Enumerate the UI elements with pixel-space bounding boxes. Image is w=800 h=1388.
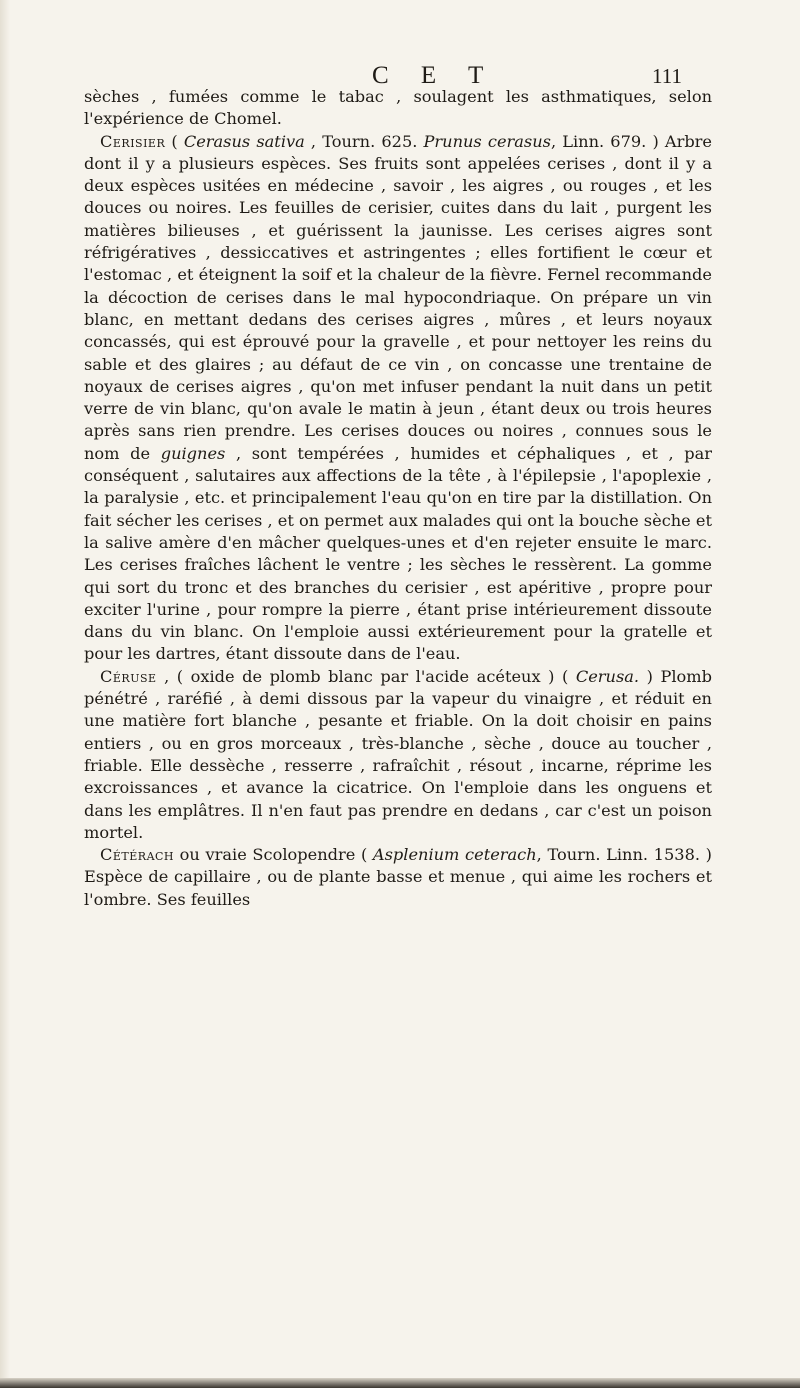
- text-run: , Linn. 679. ) Arbre dont il y a plusieurs espèces. Ses fruits sont appelées cerises , dont il y a deux espèces usitées en médecine , savoir , les aigres , ou rouges , et les douces ou noires. Les feuilles de cerisier, cuites dans du lait , purgent les matières bilieuses , et guérissent la jaunisse. Les cerises aigres sont réfrigératives , dessiccatives et astringentes ; elles fortifient le cœur et l'estomac , et éteignent la soif et la chaleur de la fièvre. Fernel recommande la décoction de cerises dans le mal hypocondriaque. On prépare un vin blanc, en mettant dedans des cerises aigres , mûres , et leurs noyaux concassés, qui est éprouvé pour la gravelle , et pour nettoyer les reins du sable et des glaires ; au défaut de ce vin , on concasse une trentaine de noyaux de cerises aigres , qu'on met infuser pendant la nuit dans un petit verre de vin blanc, qu'on avale le matin à jeun , étant deux ou trois heures après sans rien prendre. Les cerises douces ou noires , connues sous le nom de: [84, 131, 713, 463]
- italic-term: Asplenium ceterach: [372, 845, 537, 865]
- page-bottom-edge: [0, 1378, 800, 1388]
- paragraph-cerisier: [84, 131, 712, 666]
- italic-term: Prunus cerasus: [423, 131, 551, 151]
- italic-term: guignes: [160, 443, 226, 463]
- text-run: sèches , fumées comme le tabac , soulagent les asthmatiques, selon l'expérience de Chomel.: [84, 87, 712, 129]
- paragraph-ceterach: [84, 844, 712, 911]
- page-gutter-shadow: [0, 0, 10, 1388]
- italic-term: Cerusa.: [575, 666, 640, 686]
- page-number: 111: [652, 64, 682, 88]
- text-run: , Tourn. 625.: [304, 131, 424, 151]
- paragraph-continuation: [84, 86, 712, 131]
- text-run: ) Plomb pénétré , raréfié , à demi dissous par la vapeur du vinaigre , et réduit en une matière fort blanche , pesante et friable. On la doit choisir en pains entiers , ou en gros morceaux , très-blanche , sèche , douce au toucher , friable. Elle dessèche , resserre , rafraîchit , résout , incarne, réprime les excroissances , et avance la cicatrice. On l'emploie dans les onguens et dans les emplâtres. Il n'en faut pas prendre en dedans , car c'est un poison mortel.: [84, 666, 712, 842]
- body-text: [84, 86, 712, 911]
- entry-headword: Cerisier: [100, 131, 166, 151]
- running-head-title: C E T: [372, 62, 497, 89]
- entry-headword: Cétérach: [100, 845, 175, 865]
- text-run: , Tourn. Linn. 1538. ) Espèce de capillaire , ou de plante basse et menue , qui aime les rochers et l'ombre. Ses feuilles: [84, 845, 712, 909]
- text-run: , ( oxide de plomb blanc par l'acide acéteux ) (: [156, 666, 576, 686]
- italic-term: Cerasus sativa: [183, 131, 305, 151]
- entry-headword: Céruse: [100, 666, 157, 686]
- text-run: (: [165, 131, 184, 151]
- paragraph-ceruse: [84, 666, 712, 844]
- text-run: , sont tempérées , humides et céphaliques , et , par conséquent , salutaires aux affections de la tête , à l'épilepsie , l'apoplexie , la paralysie , etc. et principalement l'eau qu'on en tire par la distillation. On fait sécher les cerises , et on permet aux malades qui ont la bouche sèche et la salive amère d'en mâcher quelques-unes et d'en rejeter ensuite le marc. Les cerises fraîches lâchent le ventre ; les sèches le ressèrent. La gomme qui sort du tronc et des branches du cerisier , est apéritive , propre pour exciter l'urine , pour rompre la pierre , étant prise intérieurement dissoute dans du vin blanc. On l'emploie aussi extérieurement pour la gratelle et pour les dartres, étant dissoute dans de l'eau.: [84, 443, 712, 664]
- text-run: ou vraie Scolopendre (: [174, 845, 373, 865]
